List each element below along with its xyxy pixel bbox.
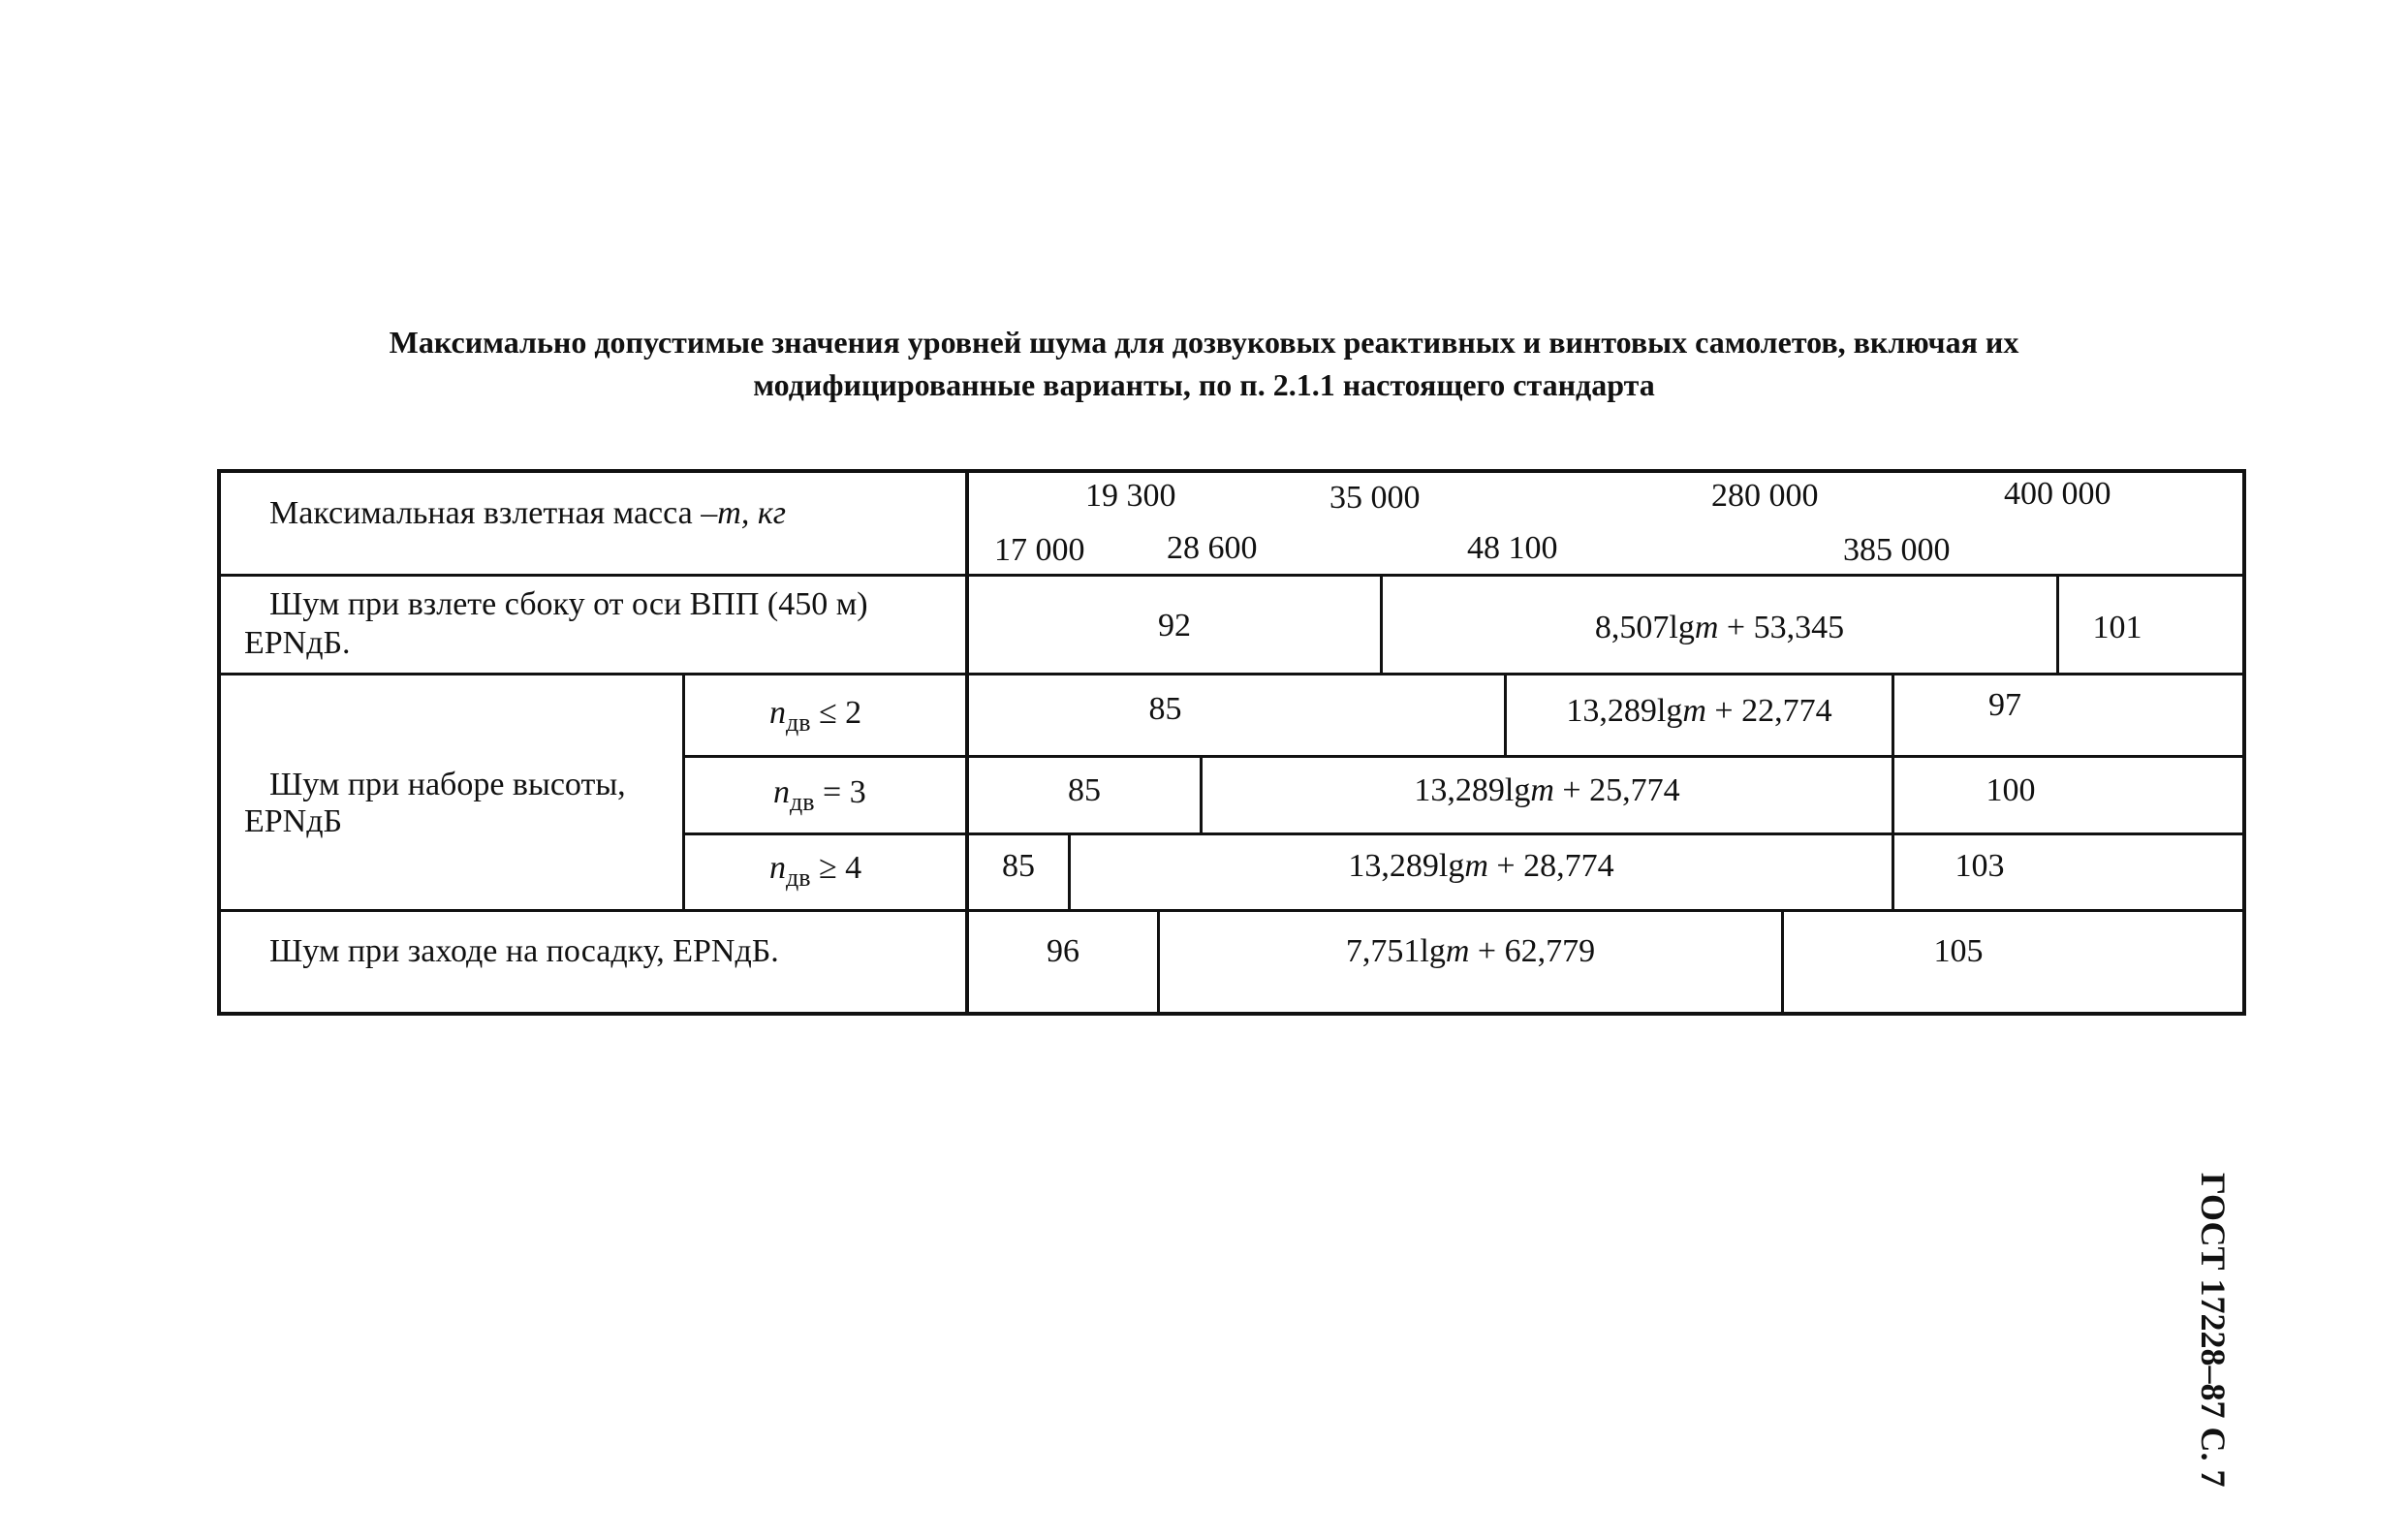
approach-label: Шум при заходе на посадку, EPNдБ. [269,933,779,969]
mass-top-0: 19 300 [1085,478,1176,514]
standard-page-reference: ГОСТ 17228–87 С. 7 [2194,1173,2233,1488]
climb3-formula: 13,289lgm + 28,774 [1348,848,1614,884]
mass-bottom-3: 385 000 [1843,532,1951,568]
table-border-left [217,469,221,1016]
approach-formula: 7,751lgm + 62,779 [1345,933,1596,969]
climb1-divider-2 [1892,673,1894,757]
row-line-1 [217,574,2246,577]
takeoff-label-line2: EPNдБ. [244,625,351,661]
table-border-bottom [217,1012,2246,1016]
climb1-condition: $n_{дв} \le 2$ [769,695,862,737]
climb2-condition: $n_{дв} = 3$ [773,774,866,816]
table-border-right [2242,469,2246,1016]
climb-label-line1: Шум при наборе высоты, [269,767,626,802]
row-line-3 [682,755,2246,758]
table-title-line1: Максимально допустимые значения уровней шума для дозвуковых реактивных и винтовых самолетов, включая их [389,325,2019,360]
row-line-5 [217,909,2246,912]
climb3-value-1: 85 [1002,848,1035,884]
climb1-value-2: 97 [1988,687,2021,723]
climb1-formula: 13,289lgm + 22,774 [1566,693,1832,729]
takeoff-label-line1: Шум при взлете сбоку от оси ВПП (450 м) [269,586,868,622]
row-line-4 [682,832,2246,835]
takeoff-value-2: 101 [2092,610,2142,645]
mass-bottom-2: 48 100 [1467,530,1558,566]
approach-value-1: 96 [1047,933,1079,969]
approach-value-2: 105 [1933,933,1984,969]
climb3-value-2: 103 [1955,848,2005,884]
mass-top-1: 35 000 [1329,480,1421,516]
climb-label-line2: EPNдБ [244,803,343,839]
climb3-condition: $n_{дв} \ge 4$ [769,850,862,892]
row-line-2 [217,673,2246,675]
mass-bottom-1: 28 600 [1167,530,1258,566]
mass-top-3: 400 000 [2004,476,2111,512]
mass-bottom-0: 17 000 [994,532,1085,568]
table-title-line2: модифицированные варианты, по п. 2.1.1 настоящего стандарта [753,367,1655,402]
table-border-top [217,469,2246,473]
mass-top-2: 280 000 [1711,478,1819,514]
mass-header-label: Максимальная взлетная масса –m, кг [269,495,786,531]
climb2-value-2: 100 [1986,772,2036,808]
climb-sub-divider [682,673,685,911]
climb2-value-1: 85 [1068,772,1101,808]
takeoff-formula: 8,507lgm + 53,345 [1594,610,1845,645]
climb1-value-1: 85 [1148,691,1182,727]
climb2-formula: 13,289lgm + 25,774 [1414,772,1680,808]
takeoff-value-1: 92 [1158,608,1191,644]
